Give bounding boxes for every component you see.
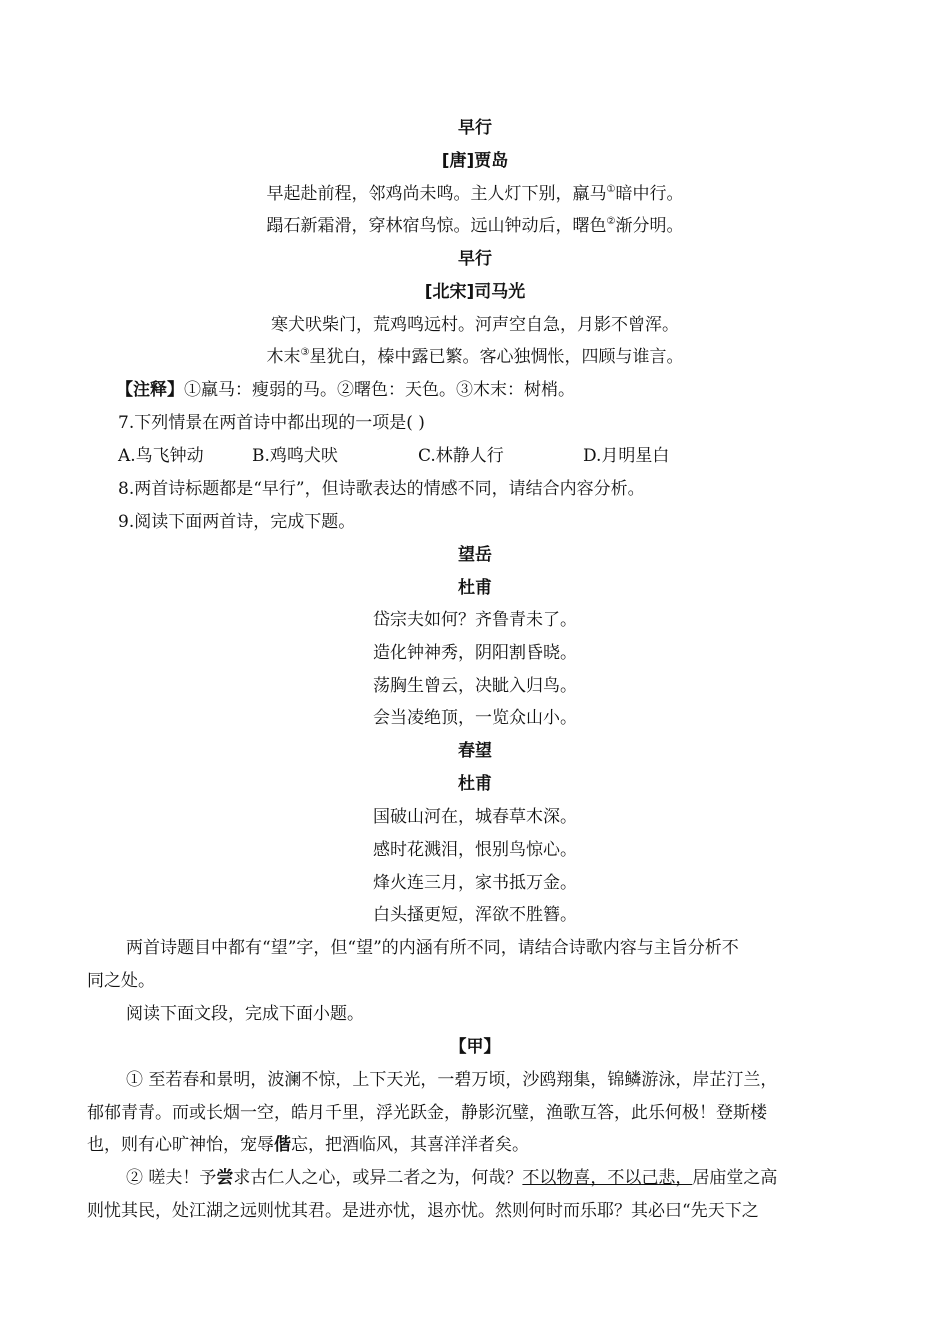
question-8: 8.两首诗标题都是“早行”，但诗歌表达的情感不同，请结合内容分析。 <box>118 479 645 499</box>
poem4-author: 杜甫 <box>458 774 492 794</box>
option-c[interactable]: C.林静人行 <box>418 446 504 466</box>
annotation <box>116 378 876 402</box>
question-7-stem: 7.下列情景在两首诗中都出现的一项是( ) <box>118 413 425 433</box>
poem4-line-2: 感时花溅泪，恨别鸟惊心。 <box>373 840 577 860</box>
poem2-line-2: 木末③星犹白，榛中露已繁。客心独惆怅，四顾与谁言。 <box>266 347 684 367</box>
passage-p2-line-2: 则忧其民，处江湖之远则忧其君。是进亦忧，退亦忧。然则何时而乐耶？其必曰“先天下之 <box>87 1201 759 1221</box>
footnote-marker-1: ① <box>606 184 616 195</box>
poem3-line-1: 岱宗夫如何？齐鲁青未了。 <box>373 610 577 630</box>
poem1-line-1: 早起赴前程，邻鸡尚未鸣。主人灯下别，羸马①暗中行。 <box>266 184 684 204</box>
passage-label: 【甲】 <box>449 1037 501 1057</box>
poem1-title: 早行 <box>458 118 492 138</box>
emphasized-char-chang: 尝 <box>216 1168 234 1188</box>
poem2-line-1: 寒犬吠柴门，荒鸡鸣远村。河声空自急，月影不曾浑。 <box>271 315 679 335</box>
poem4-line-1: 国破山河在，城春草木深。 <box>373 807 577 827</box>
passage-p1-line-3: 也，则有心旷神怡，宠辱偕忘，把酒临风，其喜洋洋者矣。 <box>87 1135 529 1155</box>
passage-p1-line-2: 郁郁青青。而或长烟一空，皓月千里，浮光跃金，静影沉璧，渔歌互答，此乐何极！登斯楼 <box>87 1103 767 1123</box>
poem1-line-2: 蹋石新霜滑，穿林宿鸟惊。远山钟动后，曙色②渐分明。 <box>266 216 684 236</box>
poem3-line-4: 会当凌绝顶，一览众山小。 <box>373 708 577 728</box>
option-d[interactable]: D.月明星白 <box>583 446 670 466</box>
question-9-prompt-line-1: 两首诗题目中都有“望”字，但“望”的内涵有所不同，请结合诗歌内容与主旨分析不 <box>126 938 739 958</box>
poem2-author: [北宋]司马光 <box>424 282 526 302</box>
poem3-line-3: 荡胸生曾云，决眦入归鸟。 <box>373 676 577 696</box>
poem3-author: 杜甫 <box>458 578 492 598</box>
reading-intro: 阅读下面文段，完成下面小题。 <box>126 1004 364 1024</box>
poem4-line-3: 烽火连三月，家书抵万金。 <box>373 873 577 893</box>
poem1-author: [唐]贾岛 <box>441 151 509 171</box>
footnote-marker-3: ③ <box>300 347 310 358</box>
poem4-title: 春望 <box>458 741 492 761</box>
annotation-label: 【注释】 <box>116 380 184 400</box>
question-9: 9.阅读下面两首诗，完成下题。 <box>118 512 356 532</box>
question-9-prompt-line-2: 同之处。 <box>87 971 155 991</box>
poem3-line-2: 造化钟神秀，阴阳割昏晓。 <box>373 643 577 663</box>
option-b[interactable]: B.鸡鸣犬吠 <box>252 446 338 466</box>
poem2-title: 早行 <box>458 249 492 269</box>
annotation-text: ①羸马：瘦弱的马。②曙色：天色。③木末：树梢。 <box>184 380 575 400</box>
passage-p1-line-1: ① 至若春和景明，波澜不惊，上下天光，一碧万顷，沙鸥翔集，锦鳞游泳，岸芷汀兰， <box>126 1070 778 1090</box>
poem3-title: 望岳 <box>458 545 492 565</box>
option-a[interactable]: A.鸟飞钟动 <box>118 446 204 466</box>
emphasized-char-xie: 偕 <box>274 1135 291 1155</box>
underlined-sentence: 不以物喜，不以己悲， <box>522 1168 693 1188</box>
passage-p2-line-1: ② 嗟夫！予尝求古仁人之心，或异二者之为，何哉？不以物喜，不以己悲，居庙堂之高 <box>126 1168 778 1188</box>
poem4-line-4: 白头搔更短，浑欲不胜簪。 <box>373 905 577 925</box>
footnote-marker-2: ② <box>606 216 616 227</box>
